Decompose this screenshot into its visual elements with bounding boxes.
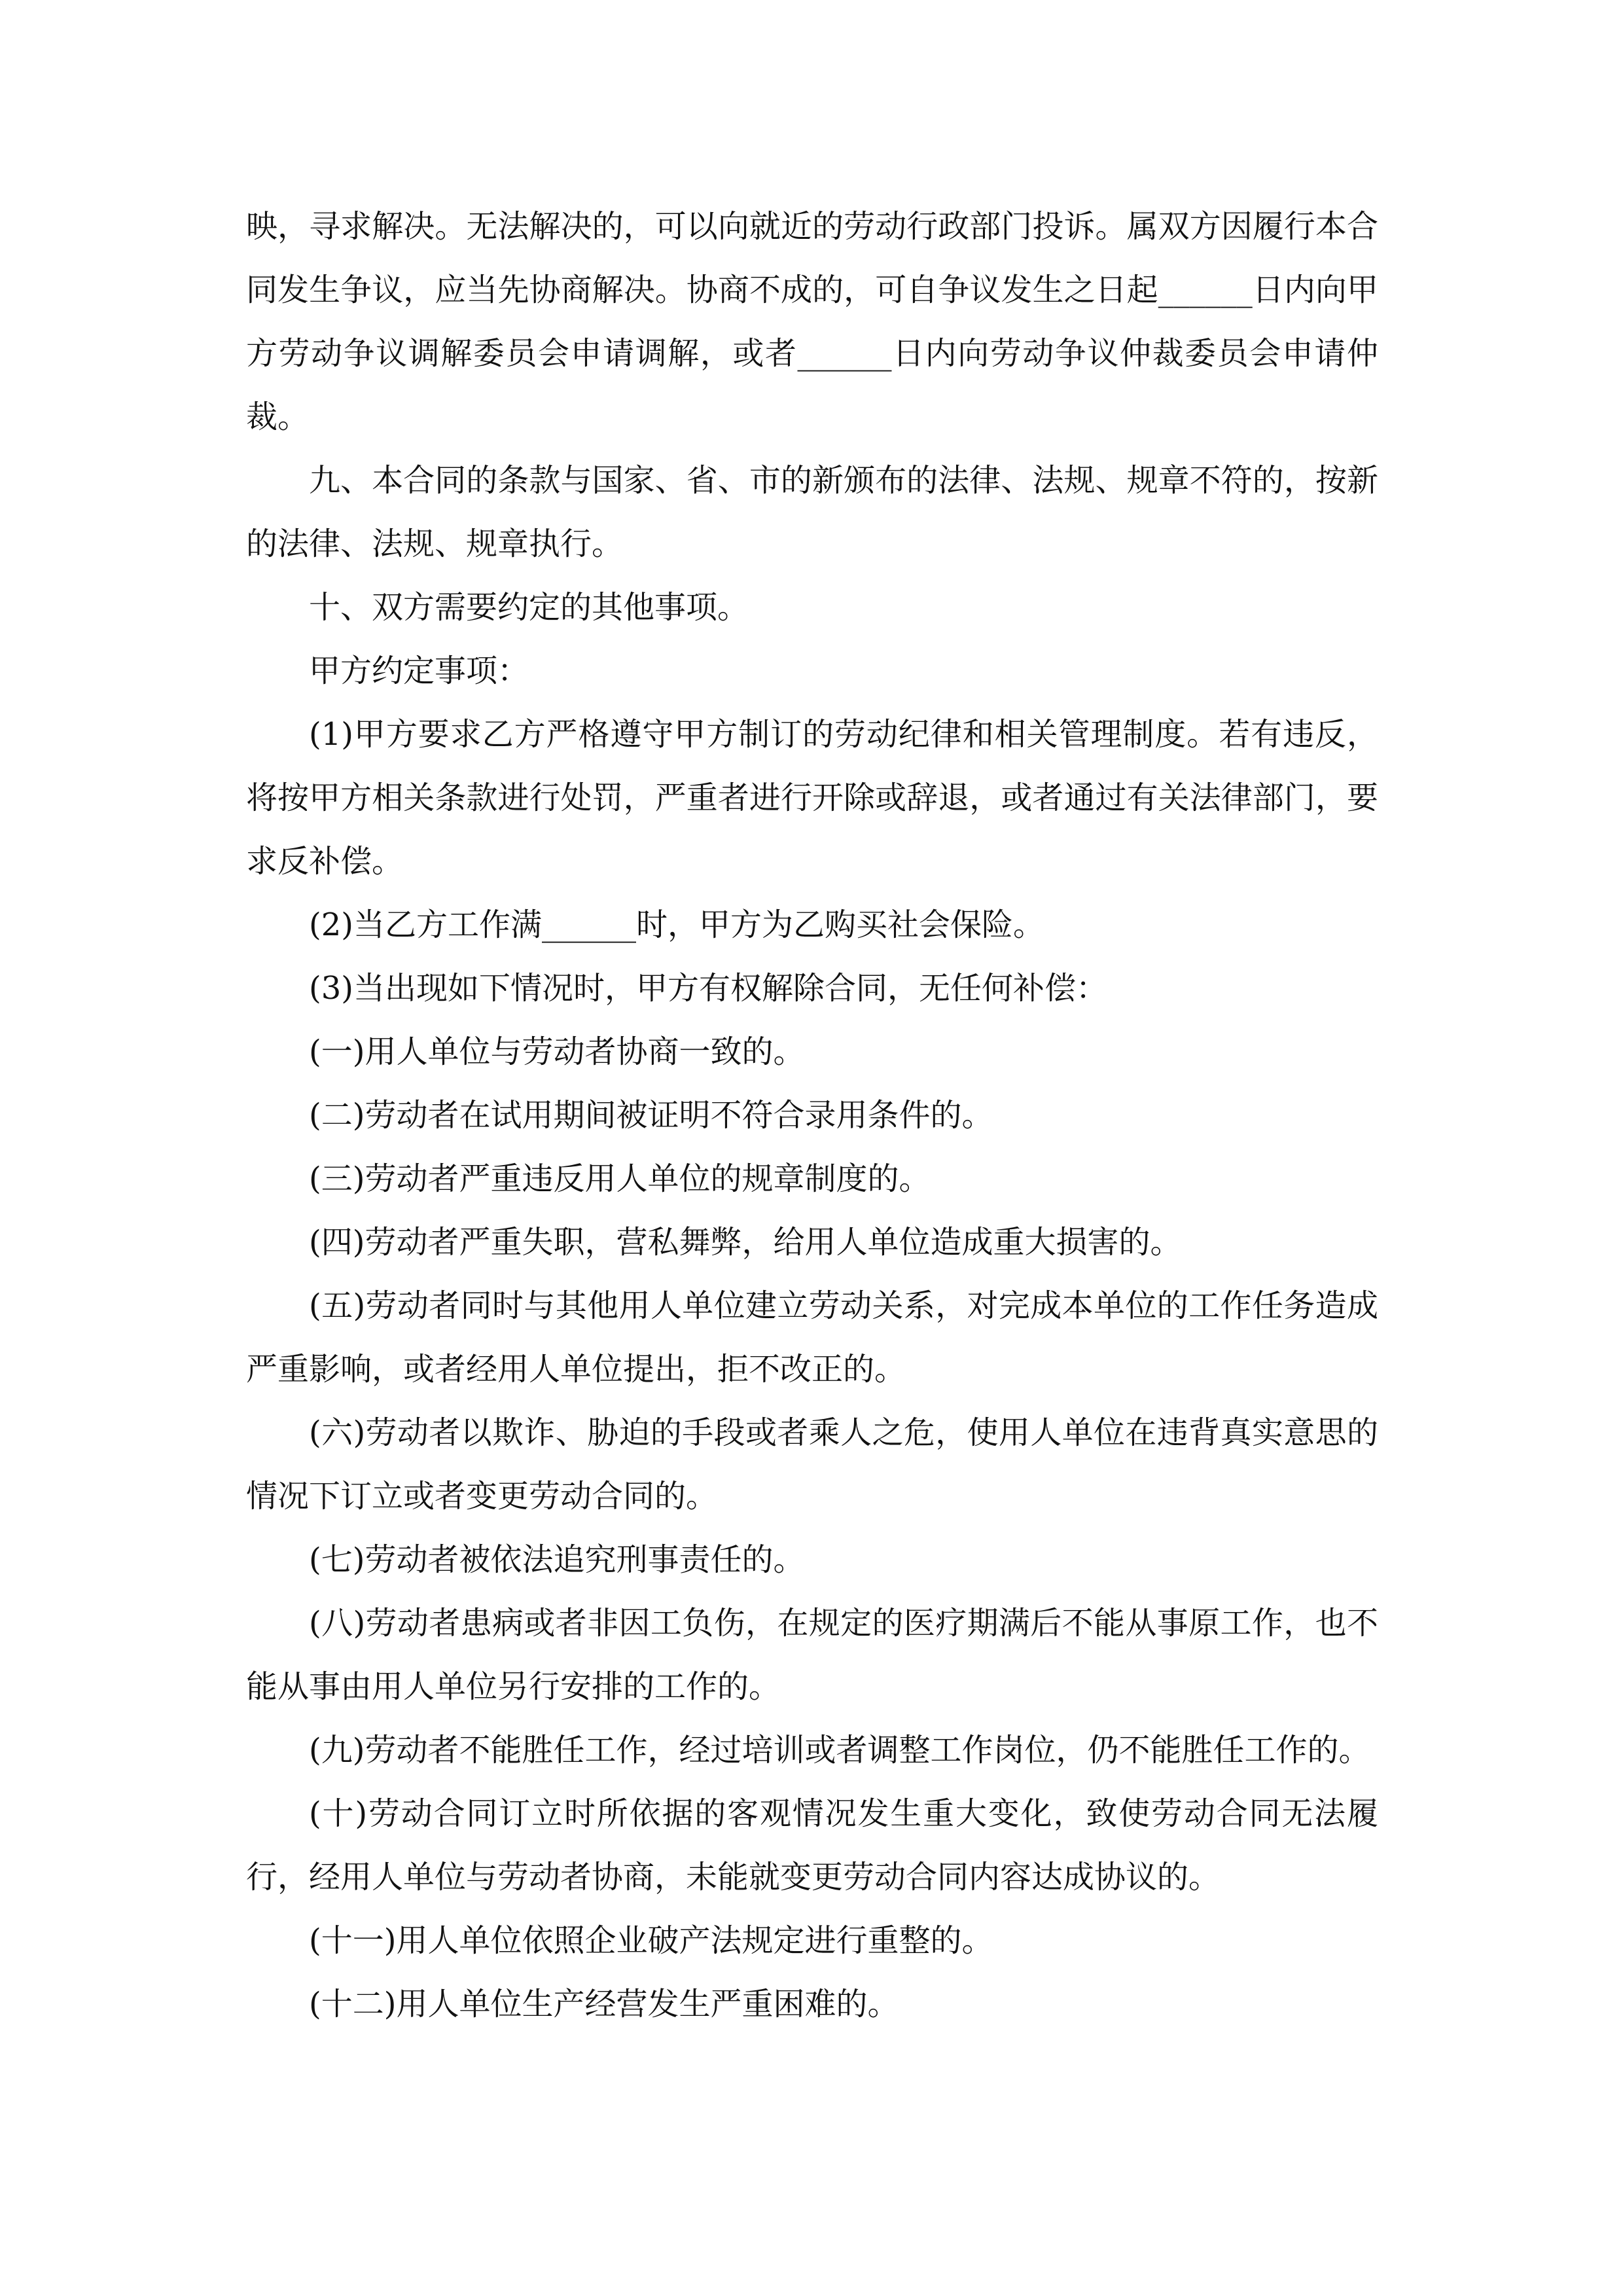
paragraph-item-3: (3)当出现如下情况时，甲方有权解除合同，无任何补偿：	[309, 970, 1107, 1007]
list-item-termination-8: (八)劳动者患病或者非因工负伤，在规定的医疗期满后不能从事原工作，也不能从事由用人单位另行安排的工作的。	[246, 1605, 1378, 1705]
list-item-termination-3: (三)劳动者严重违反用人单位的规章制度的。	[309, 1160, 931, 1197]
paragraph-dispute-continuation: 映，寻求解决。无法解决的，可以向就近的劳动行政部门投诉。属双方因履行本合同发生争议，应当先协商解决。协商不成的，可自争议发生之日起______日内向甲方劳动争议调解委员会申请调解，或者______日内向劳动争议仲裁委员会申请仲裁。	[246, 208, 1378, 435]
list-item-termination-5: (五)劳动者同时与其他用人单位建立劳动关系，对完成本单位的工作任务造成严重影响，或者经用人单位提出，拒不改正的。	[246, 1287, 1378, 1388]
paragraph-clause-nine: 九、本合同的条款与国家、省、市的新颁布的法律、法规、规章不符的，按新的法律、法规、规章执行。	[246, 462, 1378, 562]
list-item-termination-1: (一)用人单位与劳动者协商一致的。	[309, 1033, 805, 1070]
list-item-termination-4: (四)劳动者严重失职，营私舞弊，给用人单位造成重大损害的。	[309, 1224, 1182, 1261]
paragraph-clause-ten: 十、双方需要约定的其他事项。	[309, 589, 749, 626]
paragraph-party-a-heading: 甲方约定事项：	[309, 653, 529, 689]
list-item-termination-11: (十一)用人单位依照企业破产法规定进行重整的。	[309, 1922, 993, 1959]
document-body	[246, 195, 1378, 2036]
list-item-termination-7: (七)劳动者被依法追究刑事责任的。	[309, 1541, 805, 1578]
list-item-termination-9: (九)劳动者不能胜任工作，经过培训或者调整工作岗位，仍不能胜任工作的。	[309, 1732, 1370, 1768]
list-item-termination-12: (十二)用人单位生产经营发生严重困难的。	[309, 1986, 899, 2022]
paragraph-item-2: (2)当乙方工作满______时，甲方为乙购买社会保险。	[309, 906, 1044, 943]
list-item-termination-6: (六)劳动者以欺诈、胁迫的手段或者乘人之危，使用人单位在违背真实意思的情况下订立或者变更劳动合同的。	[246, 1414, 1378, 1515]
list-item-termination-10: (十)劳动合同订立时所依据的客观情况发生重大变化，致使劳动合同无法履行，经用人单位与劳动者协商，未能就变更劳动合同内容达成协议的。	[246, 1795, 1378, 1895]
list-item-termination-2: (二)劳动者在试用期间被证明不符合录用条件的。	[309, 1097, 993, 1134]
paragraph-item-1: (1)甲方要求乙方严格遵守甲方制订的劳动纪律和相关管理制度。若有违反，将按甲方相关条款进行处罚，严重者进行开除或辞退，或者通过有关法律部门，要求反补偿。	[246, 716, 1378, 880]
